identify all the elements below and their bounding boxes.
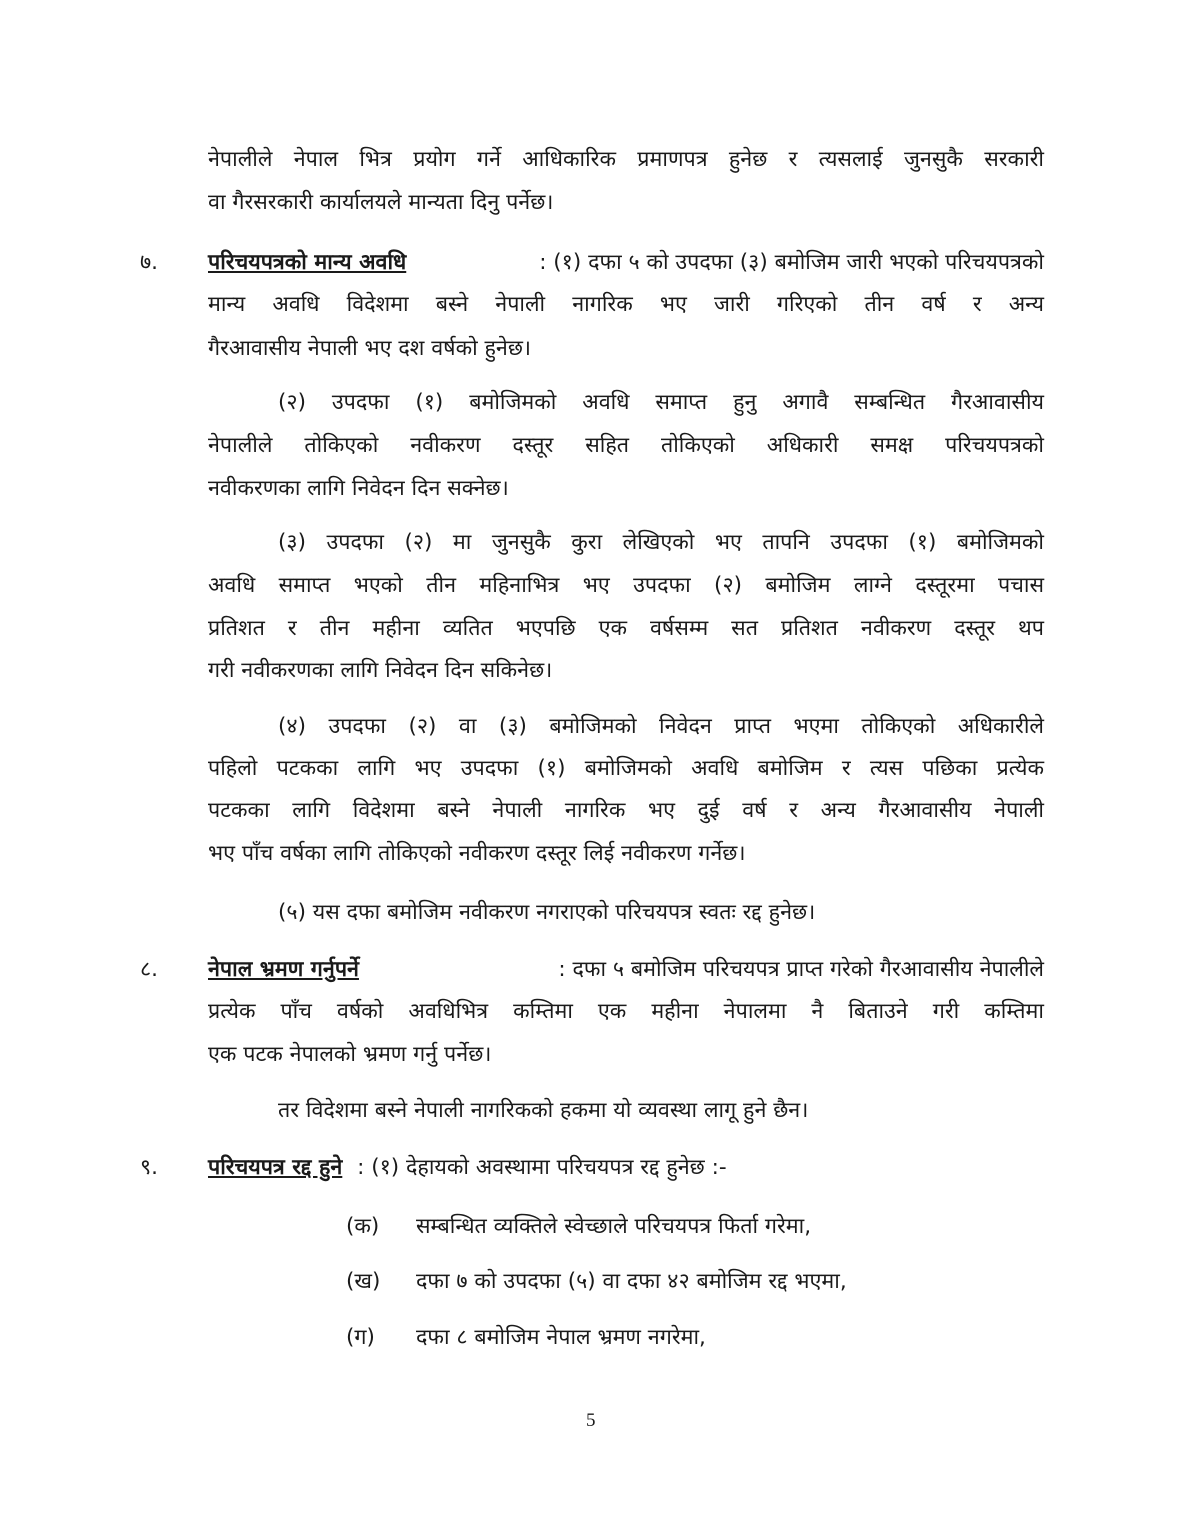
intro-line: वा गैरसरकारी कार्यालयले मान्यता दिनु पर्नेछ। bbox=[208, 190, 554, 215]
section-8-first-line bbox=[208, 955, 1044, 985]
list-item-text: दफा ८ बमोजिम नेपाल भ्रमण नगरेमा, bbox=[416, 1325, 706, 1350]
section-7-sub2-line: (२) उपदफा (१) बमोजिमको अवधि समाप्त हुनु अगावै सम्बन्धित गैरआवासीय bbox=[278, 390, 1044, 415]
section-7-sub4-line: पटकका लागि विदेशमा बस्ने नेपाली नागरिक भए दुई वर्ष र अन्य गैरआवासीय नेपाली bbox=[208, 798, 1044, 823]
section-7-sub4-line: (४) उपदफा (२) वा (३) बमोजिमको निवेदन प्राप्त भएमा तोकिएको अधिकारीले bbox=[278, 714, 1044, 739]
section-7-sub2-line: नेपालीले तोकिएको नवीकरण दस्तूर सहित तोकिएको अधिकारी समक्ष परिचयपत्रको bbox=[208, 433, 1044, 458]
section-8-heading: नेपाल भ्रमण गर्नुपर्ने bbox=[208, 957, 359, 982]
section-9-number: ९. bbox=[140, 1155, 159, 1180]
list-item-label: (क) bbox=[346, 1214, 380, 1239]
section-7-line: गैरआवासीय नेपाली भए दश वर्षको हुनेछ। bbox=[208, 336, 532, 361]
section-9-first-line-text: : (१) देहायको अवस्थामा परिचयपत्र रद्द हुनेछ :- bbox=[357, 1155, 727, 1180]
list-item-label: (ग) bbox=[346, 1325, 375, 1350]
section-7-sub4-line: भए पाँच वर्षका लागि तोकिएको नवीकरण दस्तूर लिई नवीकरण गर्नेछ। bbox=[208, 841, 746, 866]
section-7-line: मान्य अवधि विदेशमा बस्ने नेपाली नागरिक भए जारी गरिएको तीन वर्ष र अन्य bbox=[208, 292, 1044, 317]
section-9-first-line bbox=[208, 1153, 727, 1183]
section-7-number: ७. bbox=[140, 250, 159, 275]
section-7-sub3-line: (३) उपदफा (२) मा जुनसुकै कुरा लेखिएको भए तापनि उपदफा (१) बमोजिमको bbox=[278, 530, 1044, 555]
section-9-heading: परिचयपत्र रद्द हुने bbox=[208, 1155, 343, 1180]
list-item-label: (ख) bbox=[346, 1269, 381, 1294]
section-7-heading: परिचयपत्रको मान्य अवधि bbox=[208, 250, 407, 275]
section-7-first-line-text: : (१) दफा ५ को उपदफा (३) बमोजिम जारी भएको परिचयपत्रको bbox=[539, 250, 1044, 275]
section-8-first-line-text: : दफा ५ बमोजिम परिचयपत्र प्राप्त गरेको गैरआवासीय नेपालीले bbox=[558, 957, 1044, 982]
list-item-text: सम्बन्धित व्यक्तिले स्वेच्छाले परिचयपत्र फिर्ता गरेमा, bbox=[416, 1214, 812, 1239]
section-7-sub3-line: अवधि समाप्त भएको तीन महिनाभित्र भए उपदफा (२) बमोजिम लाग्ने दस्तूरमा पचास bbox=[208, 573, 1044, 598]
intro-line: नेपालीले नेपाल भित्र प्रयोग गर्ने आधिकारिक प्रमाणपत्र हुनेछ र त्यसलाई जुनसुकै सरकारी bbox=[208, 147, 1044, 172]
section-7-sub3-line: प्रतिशत र तीन महीना व्यतित भएपछि एक वर्षसम्म सत प्रतिशत नवीकरण दस्तूर थप bbox=[208, 616, 1044, 641]
section-7-sub2-line: नवीकरणका लागि निवेदन दिन सक्नेछ। bbox=[208, 476, 509, 501]
section-7-sub3-line: गरी नवीकरणका लागि निवेदन दिन सकिनेछ। bbox=[208, 658, 553, 683]
list-item-text: दफा ७ को उपदफा (५) वा दफा ४२ बमोजिम रद्द भएमा, bbox=[416, 1269, 847, 1294]
section-8-number: ८. bbox=[140, 957, 159, 982]
section-8-line: एक पटक नेपालको भ्रमण गर्नु पर्नेछ। bbox=[208, 1042, 492, 1067]
section-8-proviso: तर विदेशमा बस्ने नेपाली नागरिकको हकमा यो व्यवस्था लागू हुने छैन। bbox=[278, 1098, 809, 1123]
section-7-sub5: (५) यस दफा बमोजिम नवीकरण नगराएको परिचयपत्र स्वतः रद्द हुनेछ। bbox=[278, 900, 816, 925]
page-number: 5 bbox=[586, 1410, 596, 1431]
section-7-sub4-line: पहिलो पटकका लागि भए उपदफा (१) बमोजिमको अवधि बमोजिम र त्यस पछिका प्रत्येक bbox=[208, 756, 1044, 781]
section-8-line: प्रत्येक पाँच वर्षको अवधिभित्र कम्तिमा एक महीना नेपालमा नै बिताउने गरी कम्तिमा bbox=[208, 999, 1044, 1024]
section-7-first-line bbox=[208, 248, 1044, 278]
